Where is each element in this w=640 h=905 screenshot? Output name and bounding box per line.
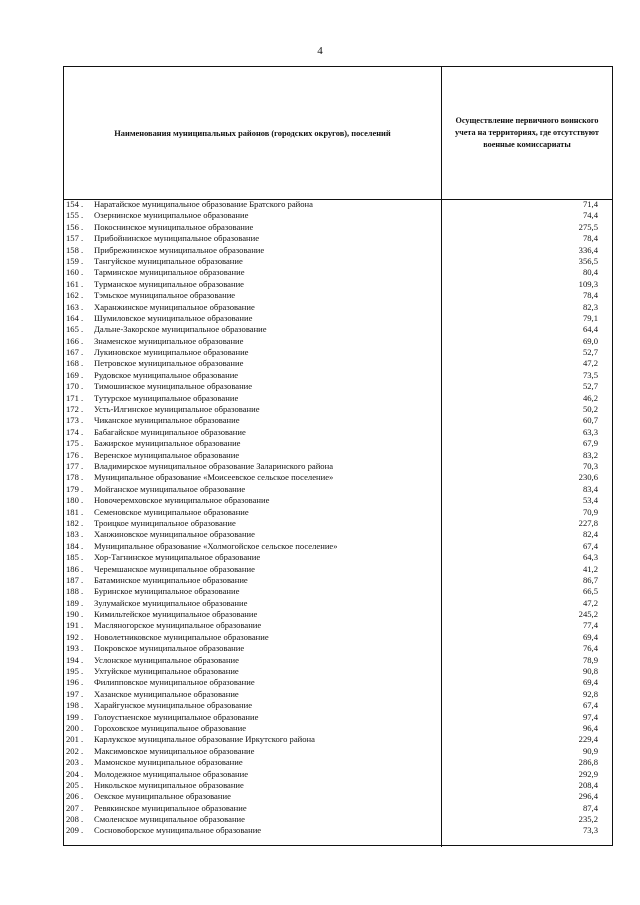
table-row — [64, 643, 612, 654]
table-row — [64, 461, 612, 472]
table-row — [64, 415, 612, 426]
table-row — [64, 324, 612, 335]
row-name: Прибрежнинское муниципальное образование — [94, 244, 265, 255]
row-value: 356,5 — [578, 255, 598, 266]
table-row — [64, 347, 612, 358]
row-number: 183 . — [66, 529, 84, 540]
row-name: Покоснинское муниципальное образование — [94, 221, 254, 232]
table-row — [64, 734, 612, 745]
row-value: 90,9 — [582, 745, 598, 756]
row-name: Батаминское муниципальное образование — [94, 574, 248, 585]
row-number: 200 . — [66, 722, 84, 733]
row-value: 71,4 — [582, 199, 598, 209]
table-row — [64, 358, 612, 369]
row-name: Тарминское муниципальное образование — [94, 267, 245, 278]
row-value: 76,4 — [582, 643, 598, 654]
page-number: 4 — [317, 45, 323, 57]
row-value: 63,3 — [582, 426, 598, 437]
table-row — [64, 404, 612, 415]
row-number: 191 . — [66, 620, 84, 631]
row-value: 70,9 — [582, 506, 598, 517]
row-number: 199 . — [66, 711, 84, 722]
row-value: 50,2 — [582, 404, 598, 415]
row-value: 90,8 — [582, 666, 598, 677]
row-number: 168 . — [66, 358, 84, 369]
row-value: 235,2 — [578, 814, 598, 825]
table-row — [64, 700, 612, 711]
row-number: 167 . — [66, 347, 84, 358]
row-number: 198 . — [66, 700, 84, 711]
row-value: 83,4 — [582, 483, 598, 494]
row-value: 87,4 — [582, 802, 598, 813]
row-name: Смоленское муниципальное образование — [94, 814, 245, 825]
table-row — [64, 689, 612, 700]
row-value: 78,9 — [582, 654, 598, 665]
row-value: 83,2 — [582, 449, 598, 460]
table-row — [64, 677, 612, 688]
row-name: Муниципальное образование «Моисеевское сельское поселение» — [94, 472, 334, 483]
header-amount-line3: военные комиссариаты — [483, 140, 571, 149]
row-value: 73,3 — [582, 825, 598, 836]
row-value: 82,3 — [582, 301, 598, 312]
row-number: 160 . — [66, 267, 84, 278]
row-number: 178 . — [66, 472, 84, 483]
row-name: Рудовское муниципальное образование — [94, 369, 239, 380]
row-name: Бажирское муниципальное образование — [94, 438, 241, 449]
row-name: Максимовское муниципальное образование — [94, 745, 255, 756]
table-row — [64, 370, 612, 381]
table-row — [64, 769, 612, 780]
row-number: 203 . — [66, 757, 84, 768]
row-value: 69,4 — [582, 631, 598, 642]
row-value: 70,3 — [582, 460, 598, 471]
table-row — [64, 632, 612, 643]
row-name: Голоустненское муниципальное образование — [94, 711, 259, 722]
row-number: 172 . — [66, 404, 84, 415]
table-row — [64, 222, 612, 233]
row-number: 179 . — [66, 483, 84, 494]
row-value: 86,7 — [582, 574, 598, 585]
table-row — [64, 655, 612, 666]
row-value: 47,2 — [582, 358, 598, 369]
row-number: 155 . — [66, 210, 84, 221]
row-value: 78,4 — [582, 290, 598, 301]
row-number: 158 . — [66, 244, 84, 255]
row-name: Услонское муниципальное образование — [94, 654, 239, 665]
table-row — [64, 518, 612, 529]
table-row — [64, 245, 612, 256]
table-row — [64, 381, 612, 392]
row-number: 184 . — [66, 540, 84, 551]
row-name: Новолетниковское муниципальное образование — [94, 631, 269, 642]
row-name: Тимошинское муниципальное образование — [94, 381, 253, 392]
row-name: Тэмьское муниципальное образование — [94, 290, 236, 301]
row-number: 171 . — [66, 392, 84, 403]
row-value: 208,4 — [578, 779, 598, 790]
table-row — [64, 438, 612, 449]
row-name: Бабагайское муниципальное образование — [94, 426, 246, 437]
row-name: Озернинское муниципальное образование — [94, 210, 249, 221]
row-name: Оекское муниципальное образование — [94, 791, 231, 802]
row-number: 189 . — [66, 597, 84, 608]
row-name: Троицкое муниципальное образование — [94, 517, 236, 528]
row-value: 52,7 — [582, 347, 598, 358]
row-value: 67,9 — [582, 438, 598, 449]
table-row — [64, 586, 612, 597]
row-value: 69,4 — [582, 677, 598, 688]
row-number: 188 . — [66, 586, 84, 597]
row-name: Веренское муниципальное образование — [94, 449, 240, 460]
table-row — [64, 336, 612, 347]
row-number: 165 . — [66, 324, 84, 335]
table-row — [64, 495, 612, 506]
table-row — [64, 302, 612, 313]
row-number: 162 . — [66, 290, 84, 301]
row-name: Турманское муниципальное образование — [94, 278, 244, 289]
row-number: 197 . — [66, 688, 84, 699]
table-row — [64, 598, 612, 609]
table-row — [64, 780, 612, 791]
row-name: Новочеремховское муниципальное образование — [94, 495, 270, 506]
table-row — [64, 803, 612, 814]
allocation-table — [63, 66, 613, 846]
row-number: 187 . — [66, 574, 84, 585]
row-name: Харанжинское муниципальное образование — [94, 301, 255, 312]
row-value: 296,4 — [578, 791, 598, 802]
row-number: 154 . — [66, 199, 84, 209]
table-row — [64, 256, 612, 267]
row-number: 181 . — [66, 506, 84, 517]
row-number: 194 . — [66, 654, 84, 665]
row-name: Мамонское муниципальное образование — [94, 757, 243, 768]
table-row — [64, 427, 612, 438]
row-name: Филипповское муниципальное образование — [94, 677, 255, 688]
row-name: Наратайское муниципальное образование Братского района — [94, 199, 313, 209]
row-name: Семеновское муниципальное образование — [94, 506, 249, 517]
row-number: 161 . — [66, 278, 84, 289]
header-amount-line2: учета на территориях, где отсутствуют — [455, 128, 599, 137]
row-number: 166 . — [66, 335, 84, 346]
row-number: 205 . — [66, 779, 84, 790]
table-row — [64, 620, 612, 631]
row-name: Усть-Илгинское муниципальное образование — [94, 404, 260, 415]
row-name: Масляногорское муниципальное образование — [94, 620, 262, 631]
row-number: 164 . — [66, 312, 84, 323]
table-row — [64, 757, 612, 768]
table-row — [64, 507, 612, 518]
table-row — [64, 723, 612, 734]
row-number: 177 . — [66, 460, 84, 471]
row-value: 67,4 — [582, 700, 598, 711]
row-value: 52,7 — [582, 381, 598, 392]
table-body — [64, 199, 612, 837]
row-value: 336,4 — [578, 244, 598, 255]
row-number: 176 . — [66, 449, 84, 460]
row-number: 190 . — [66, 609, 84, 620]
table-row — [64, 814, 612, 825]
row-value: 66,5 — [582, 586, 598, 597]
row-name: Карлукское муниципальное образование Иркутского района — [94, 734, 315, 745]
row-number: 182 . — [66, 517, 84, 528]
row-value: 286,8 — [578, 757, 598, 768]
row-name: Тангуйское муниципальное образование — [94, 255, 243, 266]
row-name: Хазанское муниципальное образование — [94, 688, 239, 699]
row-number: 192 . — [66, 631, 84, 642]
row-value: 229,4 — [578, 734, 598, 745]
row-value: 60,7 — [582, 415, 598, 426]
row-number: 195 . — [66, 666, 84, 677]
row-number: 174 . — [66, 426, 84, 437]
table-row — [64, 609, 612, 620]
row-name: Лукиновское муниципальное образование — [94, 347, 249, 358]
row-name: Молодежное муниципальное образование — [94, 768, 249, 779]
row-value: 245,2 — [578, 609, 598, 620]
row-number: 196 . — [66, 677, 84, 688]
row-name: Гороховское муниципальное образование — [94, 722, 247, 733]
table-row — [64, 746, 612, 757]
table-row — [64, 199, 612, 210]
row-value: 275,5 — [578, 221, 598, 232]
row-number: 193 . — [66, 643, 84, 654]
row-value: 109,3 — [578, 278, 598, 289]
row-number: 180 . — [66, 495, 84, 506]
row-number: 173 . — [66, 415, 84, 426]
header-column-amount — [441, 67, 612, 199]
table-row — [64, 393, 612, 404]
row-number: 209 . — [66, 825, 84, 836]
row-value: 47,2 — [582, 597, 598, 608]
row-name: Кимильтейское муниципальное образование — [94, 609, 258, 620]
table-row — [64, 267, 612, 278]
row-name: Знаменское муниципальное образование — [94, 335, 244, 346]
table-row — [64, 712, 612, 723]
row-name: Муниципальное образование «Холмогойское сельское поселение» — [94, 540, 338, 551]
row-name: Буринское муниципальное образование — [94, 586, 240, 597]
table-row — [64, 529, 612, 540]
row-name: Покровское муниципальное образование — [94, 643, 245, 654]
row-number: 175 . — [66, 438, 84, 449]
header-amount-line1: Осуществление первичного воинского — [455, 116, 599, 125]
row-value: 78,4 — [582, 233, 598, 244]
table-row — [64, 564, 612, 575]
table-row — [64, 825, 612, 836]
row-name: Владимирское муниципальное образование Заларинского района — [94, 460, 334, 471]
row-value: 82,4 — [582, 529, 598, 540]
row-name: Чиканское муниципальное образование — [94, 415, 240, 426]
row-number: 206 . — [66, 791, 84, 802]
row-name: Сосновоборское муниципальное образование — [94, 825, 262, 836]
row-number: 170 . — [66, 381, 84, 392]
row-name: Дальне-Закорское муниципальное образование — [94, 324, 267, 335]
row-name: Никольское муниципальное образование — [94, 779, 244, 790]
row-value: 230,6 — [578, 472, 598, 483]
row-value: 46,2 — [582, 392, 598, 403]
row-number: 185 . — [66, 552, 84, 563]
row-value: 77,4 — [582, 620, 598, 631]
row-name: Ухтуйское муниципальное образование — [94, 666, 239, 677]
row-value: 67,4 — [582, 540, 598, 551]
row-value: 69,0 — [582, 335, 598, 346]
row-value: 92,8 — [582, 688, 598, 699]
row-value: 79,1 — [582, 312, 598, 323]
row-name: Черемшанское муниципальное образование — [94, 563, 255, 574]
table-row — [64, 666, 612, 677]
row-number: 156 . — [66, 221, 84, 232]
row-name: Зулумайское муниципальное образование — [94, 597, 248, 608]
table-row — [64, 313, 612, 324]
row-name: Ревякинское муниципальное образование — [94, 802, 247, 813]
table-row — [64, 484, 612, 495]
table-row — [64, 210, 612, 221]
row-value: 64,4 — [582, 324, 598, 335]
row-number: 204 . — [66, 768, 84, 779]
row-value: 41,2 — [582, 563, 598, 574]
row-value: 97,4 — [582, 711, 598, 722]
row-number: 159 . — [66, 255, 84, 266]
table-row — [64, 279, 612, 290]
header-column-name: Наименования муниципальных районов (городских округов), поселений — [114, 128, 391, 138]
table-row — [64, 575, 612, 586]
row-name: Мойганское муниципальное образование — [94, 483, 246, 494]
table-row — [64, 472, 612, 483]
row-name: Шумиловское муниципальное образование — [94, 312, 253, 323]
row-value: 227,8 — [578, 517, 598, 528]
table-row — [64, 552, 612, 563]
table-header — [64, 67, 612, 200]
row-value: 74,4 — [582, 210, 598, 221]
table-row — [64, 233, 612, 244]
row-number: 207 . — [66, 802, 84, 813]
row-name: Тутурское муниципальное образование — [94, 392, 239, 403]
row-value: 80,4 — [582, 267, 598, 278]
row-value: 53,4 — [582, 495, 598, 506]
table-row — [64, 290, 612, 301]
table-row — [64, 541, 612, 552]
row-number: 208 . — [66, 814, 84, 825]
row-number: 186 . — [66, 563, 84, 574]
row-number: 201 . — [66, 734, 84, 745]
table-row — [64, 450, 612, 461]
row-number: 202 . — [66, 745, 84, 756]
row-name: Петровское муниципальное образование — [94, 358, 244, 369]
row-number: 163 . — [66, 301, 84, 312]
row-value: 73,5 — [582, 369, 598, 380]
row-name: Хор-Тагнинское муниципальное образование — [94, 552, 261, 563]
row-value: 64,3 — [582, 552, 598, 563]
row-number: 169 . — [66, 369, 84, 380]
row-value: 96,4 — [582, 722, 598, 733]
row-name: Прибойнинское муниципальное образование — [94, 233, 260, 244]
row-name: Ханжиновское муниципальное образование — [94, 529, 255, 540]
row-value: 292,9 — [578, 768, 598, 779]
table-row — [64, 791, 612, 802]
row-name: Харайгунское муниципальное образование — [94, 700, 253, 711]
row-number: 157 . — [66, 233, 84, 244]
